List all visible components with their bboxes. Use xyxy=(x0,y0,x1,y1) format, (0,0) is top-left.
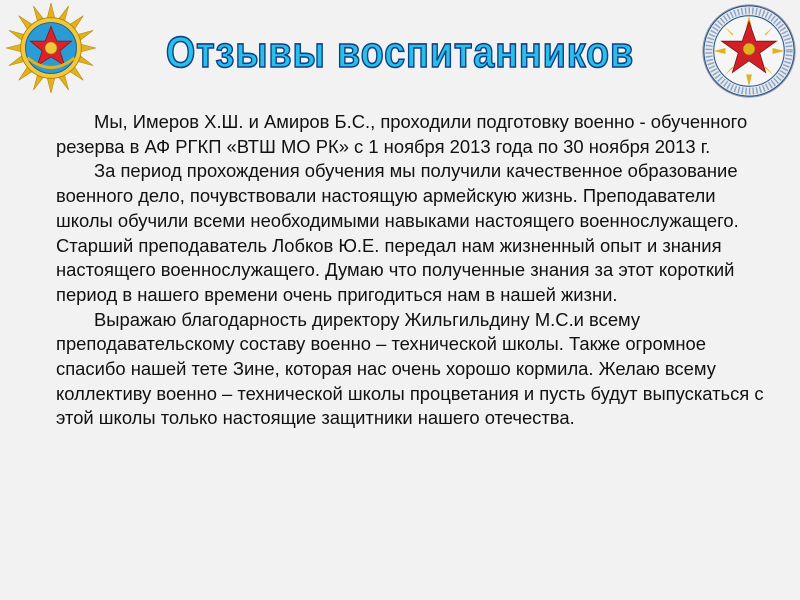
paragraph-2: За период прохождения обучения мы получили качественное образование военного дело, почувствовали настоящую армейскую жизнь. Преподаватели школы обучили всеми необходимыми навыками настоящего военнослужащего. Старший преподаватель Лобков Ю.Е. передал нам жизненный опыт и знания настоящего военнослужащего. Думаю что полученные знания за этот короткий период в нашего времени очень пригодиться нам в нашей жизни. xyxy=(56,160,739,305)
page-title: Отзывы воспитанников xyxy=(165,28,635,77)
paragraph-1: Мы, Имеров Х.Ш. и Амиров Б.С., проходили подготовку военно - обученного резерва в АФ РГКП «ВТШ МО РК» с 1 ноября 2013 года по 30 ноября 2013 г. xyxy=(56,111,748,157)
right-emblem-icon xyxy=(700,2,798,100)
left-emblem-icon xyxy=(2,2,100,94)
testimonial-text xyxy=(56,110,768,431)
paragraph-3: Выражаю благодарность директору Жильгильдину М.С.и всему преподавательскому составу военно – технической школы. Также огромное спасибо нашей тете Зине, которая нас очень хорошо кормила. Желаю всему коллективу военно – технической школы процветания и пусть будут выпускаться с этой школы только настоящие защитники нашего отечества. xyxy=(56,308,764,429)
